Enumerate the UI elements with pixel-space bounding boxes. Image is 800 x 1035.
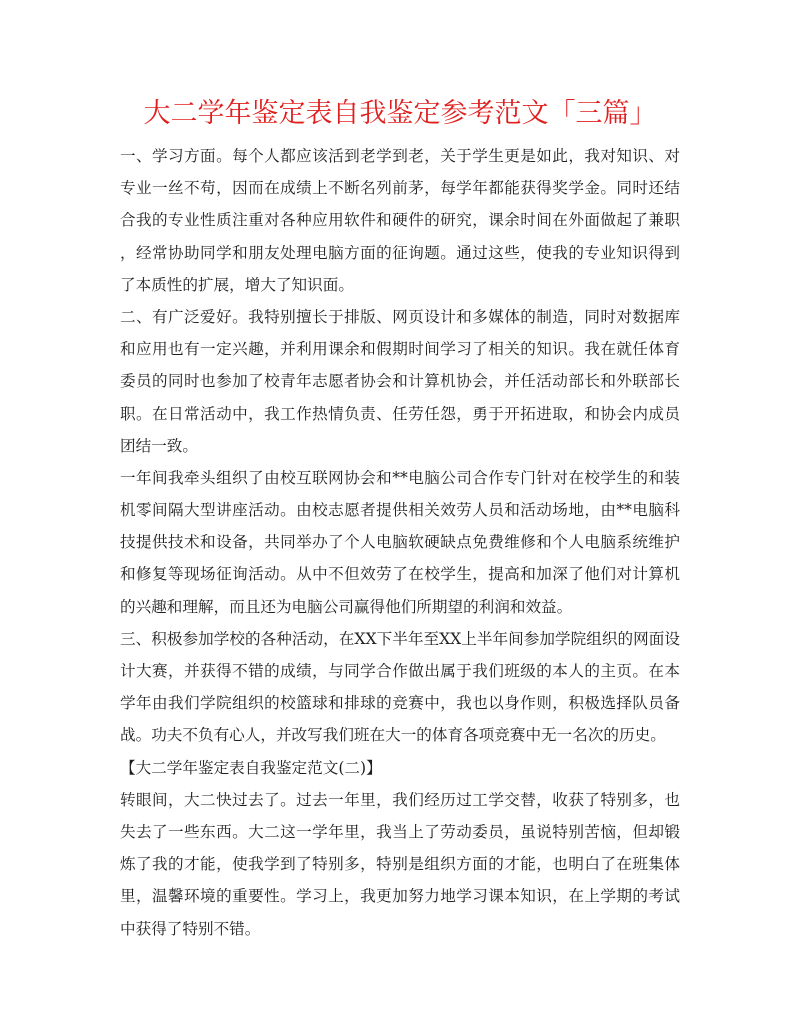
document-title: 大二学年鉴定表自我鉴定参考范文「三篇」	[143, 98, 657, 129]
text-line: ，经常协助同学和朋友处理电脑方面的征询题。通过这些，使我的专业知识得到	[120, 243, 680, 262]
text-line: 和应用也有一定兴趣，并利用课余和假期时间学习了相关的知识。我在就任体育	[120, 340, 680, 359]
text-line: 和修复等现场征询活动。从中不但效劳了在校学生，提高和加深了他们对计算机	[120, 565, 680, 584]
text-line: 里，温馨环境的重要性。学习上，我更加努力地学习课本知识，在上学期的考试	[120, 887, 680, 906]
section-heading: 【大二学年鉴定表自我鉴定范文(二)】	[120, 758, 382, 777]
text-line: 战。功夫不负有心人，并改写我们班在大一的体育各项竞赛中无一名次的历史。	[120, 726, 666, 745]
text-line: 一、学习方面。每个人都应该活到老学到老，关于学生更是如此，我对知识、对	[120, 147, 680, 165]
text-line: 机零间隔大型讲座活动。由校志愿者提供相关效劳人员和活动场地，由**电脑科	[120, 501, 680, 520]
text-line: 一年间我牵头组织了由校互联网协会和**电脑公司合作专门针对在校学生的和装	[120, 468, 680, 487]
text-line: 学年由我们学院组织的校篮球和排球的竞赛中，我也以身作则，积极选择队员备	[120, 694, 680, 713]
text-line: 计大赛，并获得不错的成绩，与同学合作做出属于我们班级的本人的主页。在本	[120, 662, 680, 680]
text-line: 的兴趣和理解，而且还为电脑公司赢得他们所期望的利润和效益。	[120, 597, 573, 616]
text-line: 中获得了特别不错。	[120, 919, 261, 938]
text-line: 炼了我的才能，使我学到了特别多，特别是组织方面的才能，也明白了在班集体	[120, 855, 680, 874]
text-line: 委员的同时也参加了校青年志愿者协会和计算机协会，并任活动部长和外联部长	[120, 372, 680, 391]
text-line: 二、有广泛爱好。我特别擅长于排版、网页设计和多媒体的制造，同时对数据库	[120, 307, 680, 326]
text-line: 失去了一些东西。大二这一学年里，我当上了劳动委员，虽说特别苦恼，但却锻	[120, 822, 680, 841]
document-body	[120, 140, 680, 945]
text-line: 三、积极参加学校的各种活动，在XX下半年至XX上半年间参加学院组织的网面设	[120, 629, 680, 648]
text-line: 专业一丝不苟，因而在成绩上不断名列前茅，每学年都能获得奖学金。同时还结	[120, 179, 680, 198]
text-line: 合我的专业性质注重对各种应用软件和硬件的研究，课余时间在外面做起了兼职	[120, 211, 680, 230]
text-line: 了本质性的扩展，增大了知识面。	[120, 275, 354, 294]
text-line: 技提供技术和设备，共同举办了个人电脑软硬缺点免费维修和个人电脑系统维护	[120, 533, 680, 552]
text-line: 职。在日常活动中，我工作热情负责、任劳任怨，勇于开拓进取，和协会内成员	[120, 404, 680, 423]
text-line: 团结一致。	[120, 436, 198, 455]
text-line: 转眼间，大二快过去了。过去一年里，我们经历过工学交替，收获了特别多，也	[120, 790, 680, 809]
